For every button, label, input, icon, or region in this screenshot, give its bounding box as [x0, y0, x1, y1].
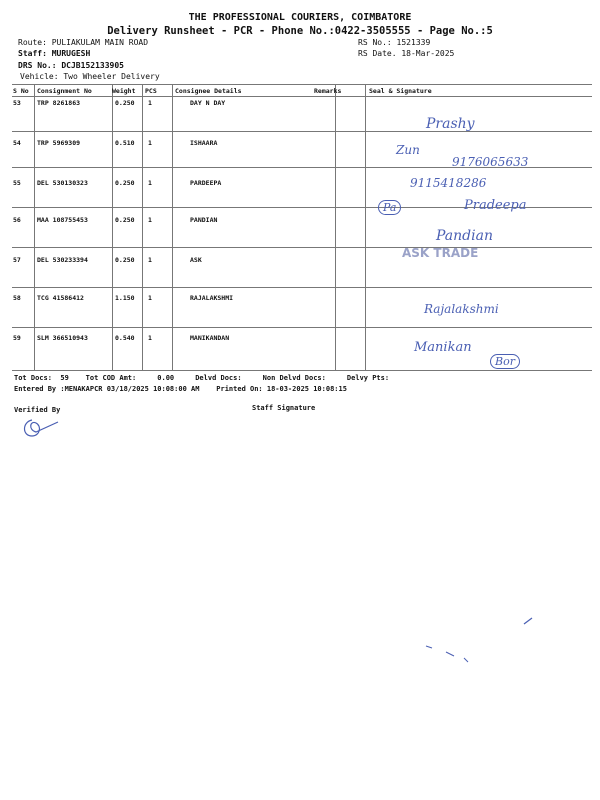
verifier-signature-icon	[18, 414, 68, 440]
signature-row-57: Pandian	[436, 228, 493, 244]
cell-consignment: TRP 8261863	[37, 99, 81, 107]
col-header-pcs: PCS	[145, 87, 157, 95]
drs-line	[18, 61, 124, 70]
cell-weight: 0.250	[115, 179, 135, 187]
verified-by-label: Verified By	[14, 406, 61, 414]
cell-consignee: DAY N DAY	[190, 99, 226, 107]
barcode-icon	[256, 38, 354, 62]
cell-consignee: MANIKANDAN	[190, 334, 230, 342]
cell-consignee: PANDIAN	[190, 216, 218, 224]
rs-date-line	[358, 49, 454, 58]
cell-weight: 1.150	[115, 294, 135, 302]
rs-date-label: RS Date.	[358, 49, 397, 58]
stray-marks-icon	[420, 610, 560, 670]
cell-sno: 55	[13, 179, 21, 187]
totals-line: Tot Docs: 59 Tot COD Amt: 0.00 Delvd Docs: Non Delvd Docs: Delvy Pts:	[14, 374, 390, 382]
cell-weight: 0.540	[115, 334, 135, 342]
rs-no-line	[358, 38, 430, 47]
signature-row-56b: Pradeepa	[464, 198, 527, 213]
cell-sno: 59	[13, 334, 21, 342]
rs-no-value: 1521339	[396, 38, 431, 47]
cell-sno: 54	[13, 139, 21, 147]
drs-value: DCJB152133905	[61, 61, 124, 70]
col-header-consignment: Consignment No	[37, 87, 92, 95]
runsheet-subtitle: Delivery Runsheet - PCR - Phone No.:0422-3505555 - Page No.:5	[107, 25, 493, 37]
cell-consignee: RAJALAKSHMI	[190, 294, 234, 302]
company-title: THE PROFESSIONAL COURIERS, COIMBATORE	[188, 12, 412, 23]
cell-consignment: MAA 108755453	[37, 216, 88, 224]
cell-consignment: DEL 530233394	[37, 256, 88, 264]
vehicle-value: Two Wheeler Delivery	[63, 72, 160, 81]
signature-row-56a: 9115418286	[410, 176, 487, 190]
cell-pcs: 1	[148, 334, 152, 342]
signature-row-59a: Manikan	[414, 340, 472, 355]
col-header-consignee: Consignee Details	[175, 87, 242, 95]
col-header-weight: Weight	[112, 87, 136, 95]
signature-row-59b: Bor	[490, 354, 520, 369]
cell-consignee: ISHAARA	[190, 139, 218, 147]
cell-consignment: DEL 530130323	[37, 179, 88, 187]
cell-consignee: ASK	[190, 256, 202, 264]
cell-pcs: 1	[148, 256, 152, 264]
stamp-row-57: ASK TRADE	[402, 246, 479, 260]
cell-sno: 57	[13, 256, 21, 264]
rs-date-value: 18-Mar-2025	[401, 49, 455, 58]
rs-no-label: RS No.:	[358, 38, 392, 47]
drs-label: DRS No.:	[18, 61, 57, 70]
route-line	[18, 38, 148, 47]
cell-pcs: 1	[148, 216, 152, 224]
cell-weight: 0.250	[115, 216, 135, 224]
cell-consignment: SLM 366510943	[37, 334, 88, 342]
staff-line	[18, 49, 90, 58]
route-label: Route:	[18, 38, 47, 47]
col-header-remarks: Remarks	[314, 87, 342, 95]
cell-weight: 0.250	[115, 99, 135, 107]
col-header-sno: S No	[13, 87, 29, 95]
cell-weight: 0.510	[115, 139, 135, 147]
signature-circle: Pa	[378, 200, 401, 215]
cell-pcs: 1	[148, 139, 152, 147]
runsheet-table	[12, 84, 592, 371]
cell-consignment: TCG 41586412	[37, 294, 84, 302]
cell-weight: 0.250	[115, 256, 135, 264]
cell-consignment: TRP 5969309	[37, 139, 81, 147]
vehicle-label: Vehicle:	[20, 72, 59, 81]
cell-sno: 58	[13, 294, 21, 302]
cell-sno: 53	[13, 99, 21, 107]
cell-pcs: 1	[148, 294, 152, 302]
cell-pcs: 1	[148, 179, 152, 187]
cell-sno: 56	[13, 216, 21, 224]
staff-label: Staff:	[18, 49, 47, 58]
vehicle-line	[20, 72, 160, 81]
signature-row-54: Prashy	[426, 116, 475, 132]
cell-pcs: 1	[148, 99, 152, 107]
signature-row-55a: Zun	[396, 143, 420, 157]
col-header-seal: Seal & Signature	[369, 87, 432, 95]
signature-row-55b: 9176065633	[452, 155, 529, 169]
route-value: PULIAKULAM MAIN ROAD	[51, 38, 149, 47]
cell-consignee: PARDEEPA	[190, 179, 222, 187]
staff-value: MURUGESH	[51, 49, 91, 58]
staff-signature-label: Staff Signature	[252, 404, 316, 412]
signature-row-58: Rajalakshmi	[424, 302, 499, 316]
entered-by-line: Entered By :MENAKAPCR 03/18/2025 10:08:00 AM Printed On: 18-03-2025 10:08:15	[14, 385, 347, 393]
